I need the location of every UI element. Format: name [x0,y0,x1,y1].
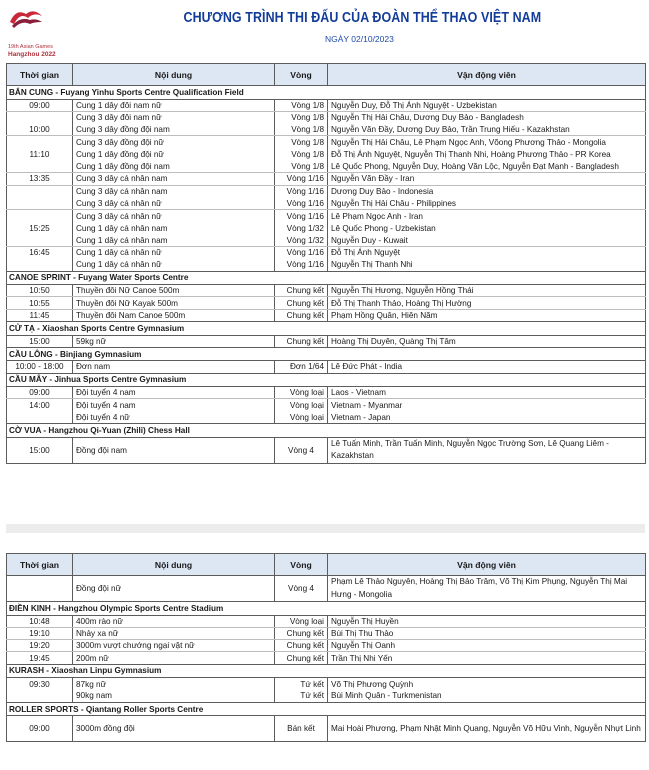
asian-games-emblem-icon [8,6,44,30]
venue-row-roller [7,702,646,716]
athletes-cell: Đỗ Thị Ánh Nguyệt, Nguyễn Thị Thanh Nhi, Hoàng Phương Thảo - PR Korea [328,148,646,160]
content-cell: Đơn nam [73,361,275,373]
table-row [7,690,646,702]
content-cell: 3000m vượt chướng ngại vật nữ [73,640,275,652]
round-cell: Vòng 4 [275,576,328,602]
schedule-table-1 [6,63,646,464]
content-cell: Đồng đội nữ [73,576,275,602]
athletes-cell: Lê Phạm Ngọc Anh - Iran [328,210,646,222]
table-row [7,615,646,627]
schedule-date: NGÀY 02/10/2023 [325,34,394,44]
round-cell: Chung kết [275,335,328,347]
content-cell: Cung 3 dây cá nhân nữ [73,197,275,209]
time-cell [7,160,73,172]
content-cell: Cung 3 dây cá nhân nam [73,173,275,185]
athletes-cell: Bùi Thị Thu Thảo [328,627,646,639]
table-row [7,234,646,246]
time-cell: 10:55 [7,297,73,309]
athletes-cell: Phạm Hồng Quân, Hiên Năm [328,309,646,321]
venue-title: CỬ TẠ - Xiaoshan Sports Centre Gymnasium [7,322,646,336]
time-cell [7,111,73,123]
table-row [7,124,646,136]
round-cell: Chung kết [275,652,328,664]
round-cell: Chung kết [275,640,328,652]
round-cell: Vòng 1/16 [275,197,328,209]
athletes-cell: Nguyễn Thị Hải Châu, Lê Phạm Ngọc Anh, Võong Phương Thảo - Mongolia [328,136,646,148]
round-cell: Vòng 1/32 [275,222,328,234]
page-separator [6,524,645,533]
time-cell [7,690,73,702]
athletes-cell: Đỗ Thị Thanh Thảo, Hoàng Thị Hường [328,297,646,309]
content-cell: Thuyền đôi Nam Canoe 500m [73,309,275,321]
column-header-athletes: Vận động viên [328,554,646,576]
time-cell [7,411,73,423]
table-row [7,437,646,463]
time-cell: 10:00 - 18:00 [7,361,73,373]
content-cell: 200m nữ [73,652,275,664]
table-row [7,247,646,259]
column-header-time: Thời gian [7,64,73,86]
content-cell: Cung 3 dây đồng đội nữ [73,136,275,148]
column-header-content: Nội dung [73,64,275,86]
table-row [7,222,646,234]
round-cell: Vòng 1/16 [275,259,328,271]
table-row [7,678,646,690]
time-cell: 16:45 [7,247,73,259]
time-cell: 19:10 [7,627,73,639]
round-cell: Chung kết [275,297,328,309]
content-cell: 59kg nữ [73,335,275,347]
athletes-cell: Nguyễn Duy - Kuwait [328,234,646,246]
table-row [7,335,646,347]
round-cell: Vòng 1/16 [275,210,328,222]
content-cell: Cung 3 dây đồng đội nam [73,124,275,136]
venue-title: KURASH - Xiaoshan Linpu Gymnasium [7,664,646,678]
content-cell: Đội tuyển 4 nam [73,387,275,399]
table-header-row [7,554,646,576]
content-cell: Cung 1 dây cá nhân nam [73,234,275,246]
table-row [7,640,646,652]
round-cell: Tứ kết [275,678,328,690]
content-cell: 90kg nam [73,690,275,702]
time-cell: 19:45 [7,652,73,664]
athletes-cell: Nguyễn Duy, Đỗ Thị Ánh Nguyệt - Uzbekistan [328,99,646,111]
time-cell: 11:10 [7,148,73,160]
time-cell: 13:35 [7,173,73,185]
column-header-round: Vòng [275,64,328,86]
round-cell: Vòng 1/8 [275,111,328,123]
athletes-cell: Lê Đức Phát - India [328,361,646,373]
table-row [7,576,646,602]
content-cell: 3000m đồng đội [73,716,275,742]
athletes-cell: Nguyễn Thị Oanh [328,640,646,652]
round-cell: Vòng loại [275,387,328,399]
content-cell: Cung 1 dây cá nhân nữ [73,247,275,259]
athletes-cell: Trần Thị Nhi Yến [328,652,646,664]
athletes-cell: Vietnam - Myanmar [328,399,646,411]
venue-row-athletics [7,602,646,616]
venue-title: ROLLER SPORTS - Qiantang Roller Sports Centre [7,702,646,716]
time-cell: 15:25 [7,222,73,234]
venue-row-canoe [7,271,646,285]
round-cell: Vòng loại [275,411,328,423]
column-header-athletes: Vận động viên [328,64,646,86]
table-row [7,197,646,209]
table-row [7,160,646,172]
round-cell: Chung kết [275,627,328,639]
round-cell: Vòng 1/32 [275,234,328,246]
athletes-cell: Vietnam - Japan [328,411,646,423]
logo-edition: 19th Asian Games [8,44,53,50]
content-cell: Đội tuyển 4 nữ [73,411,275,423]
round-cell: Chung kết [275,285,328,297]
content-cell: Cung 1 dây đôi nam nữ [73,99,275,111]
athletes-cell: Lê Quốc Phong, Nguyễn Duy, Hoàng Văn Lộc, Nguyễn Đạt Mạnh - Bangladesh [328,160,646,172]
venue-row-weightlifting [7,322,646,336]
round-cell: Vòng loại [275,615,328,627]
time-cell [7,259,73,271]
round-cell: Vòng 1/8 [275,148,328,160]
table-row [7,387,646,399]
table-row [7,173,646,185]
athletes-cell: Nguyễn Thị Hải Châu, Dương Duy Bảo - Bangladesh [328,111,646,123]
table-row [7,148,646,160]
athletes-cell: Lê Tuấn Minh, Trần Tuấn Minh, Nguyễn Ngọc Trường Sơn, Lê Quang Liêm - Kazakhstan [328,437,646,463]
table-row [7,361,646,373]
content-cell: Cung 1 dây cá nhân nữ [73,259,275,271]
athletes-cell: Nguyễn Thị Thanh Nhi [328,259,646,271]
time-cell: 09:00 [7,387,73,399]
content-cell: Cung 3 dây cá nhân nam [73,185,275,197]
venue-title: BẮN CUNG - Fuyang Yinhu Sports Centre Qualification Field [7,86,646,100]
content-cell: Cung 1 dây đồng đội nam [73,160,275,172]
content-cell: Cung 3 dây đôi nam nữ [73,111,275,123]
table-row [7,259,646,271]
athletes-cell: Nguyễn Văn Đầy - Iran [328,173,646,185]
time-cell: 10:50 [7,285,73,297]
content-cell: Thuyền đôi Nữ Kayak 500m [73,297,275,309]
table-row [7,210,646,222]
content-cell: 400m rào nữ [73,615,275,627]
round-cell: Chung kết [275,309,328,321]
time-cell [7,234,73,246]
round-cell: Vòng 1/16 [275,185,328,197]
content-cell: Đội tuyển 4 nam [73,399,275,411]
table-row [7,297,646,309]
round-cell: Vòng 1/8 [275,124,328,136]
time-cell: 09:30 [7,678,73,690]
column-header-time: Thời gian [7,554,73,576]
table-row [7,136,646,148]
athletes-cell: Nguyễn Thị Hương, Nguyễn Hồng Thái [328,285,646,297]
table-row [7,185,646,197]
table-row [7,285,646,297]
athletes-cell: Dương Duy Bảo - Indonesia [328,185,646,197]
venue-title: CẦU MÂY - Jinhua Sports Centre Gymnasium [7,373,646,387]
time-cell [7,197,73,209]
table-row [7,716,646,742]
table-row [7,627,646,639]
athletes-cell: Laos - Vietnam [328,387,646,399]
venue-row-sepaktakraw [7,373,646,387]
content-cell: Cung 1 dây đồng đội nữ [73,148,275,160]
content-cell: Đồng đội nam [73,437,275,463]
venue-title: ĐIỀN KINH - Hangzhou Olympic Sports Centre Stadium [7,602,646,616]
time-cell [7,185,73,197]
content-cell: Thuyền đôi Nữ Canoe 500m [73,285,275,297]
content-cell: Cung 1 dây cá nhân nam [73,222,275,234]
athletes-cell: Mai Hoài Phương, Phạm Nhật Minh Quang, Nguyễn Võ Hữu Vinh, Nguyễn Nhựt Linh [328,716,646,742]
time-cell: 11:45 [7,309,73,321]
content-cell: Nhảy xa nữ [73,627,275,639]
table-header-row [7,64,646,86]
athletes-cell: Hoàng Thị Duyên, Quàng Thị Tâm [328,335,646,347]
time-cell: 15:00 [7,335,73,347]
column-header-content: Nội dung [73,554,275,576]
table-row [7,411,646,423]
athletes-cell: Đỗ Thị Ánh Nguyệt [328,247,646,259]
round-cell: Bán kết [275,716,328,742]
time-cell: 10:48 [7,615,73,627]
athletes-cell: Lê Quốc Phong - Uzbekistan [328,222,646,234]
venue-row-chess [7,424,646,438]
venue-title: CẦU LÔNG - Binjiang Gymnasium [7,347,646,361]
venue-title: CANOE SPRINT - Fuyang Water Sports Centre [7,271,646,285]
athletes-cell: Võ Thị Phương Quỳnh [328,678,646,690]
time-cell [7,136,73,148]
time-cell: 15:00 [7,437,73,463]
content-cell: 87kg nữ [73,678,275,690]
table-row [7,309,646,321]
athletes-cell: Phạm Lê Thảo Nguyên, Hoàng Thị Bảo Trâm, Võ Thị Kim Phụng, Nguyễn Thị Mai Hưng - Mongolia [328,576,646,602]
round-cell: Vòng 1/8 [275,136,328,148]
round-cell: Vòng 1/8 [275,160,328,172]
venue-row-archery [7,86,646,100]
round-cell: Vòng 1/16 [275,173,328,185]
time-cell: 09:00 [7,716,73,742]
schedule-table-2 [6,553,646,742]
page-title: CHƯƠNG TRÌNH THI ĐẤU CỦA ĐOÀN THỂ THAO VIỆT NAM [183,10,542,26]
round-cell: Vòng loại [275,399,328,411]
round-cell: Vòng 1/16 [275,247,328,259]
venue-row-kurash [7,664,646,678]
time-cell [7,210,73,222]
table-row [7,399,646,411]
round-cell: Tứ kết [275,690,328,702]
athletes-cell: Nguyễn Thị Huyền [328,615,646,627]
time-cell: 19:20 [7,640,73,652]
content-cell: Cung 3 dây cá nhân nữ [73,210,275,222]
venue-title: CỜ VUA - Hangzhou Qi-Yuan (Zhili) Chess Hall [7,424,646,438]
time-cell [7,576,73,602]
logo-city: Hangzhou 2022 [8,51,56,58]
table-row [7,99,646,111]
table-row [7,111,646,123]
venue-row-badminton [7,347,646,361]
time-cell: 10:00 [7,124,73,136]
time-cell: 09:00 [7,99,73,111]
time-cell: 14:00 [7,399,73,411]
athletes-cell: Nguyễn Thị Hải Châu - Philippines [328,197,646,209]
round-cell: Vòng 1/8 [275,99,328,111]
athletes-cell: Bùi Minh Quân - Turkmenistan [328,690,646,702]
table-row [7,652,646,664]
round-cell: Đơn 1/64 [275,361,328,373]
round-cell: Vòng 4 [275,437,328,463]
column-header-round: Vòng [275,554,328,576]
athletes-cell: Nguyễn Văn Đầy, Dương Duy Bảo, Trần Trung Hiếu - Kazakhstan [328,124,646,136]
